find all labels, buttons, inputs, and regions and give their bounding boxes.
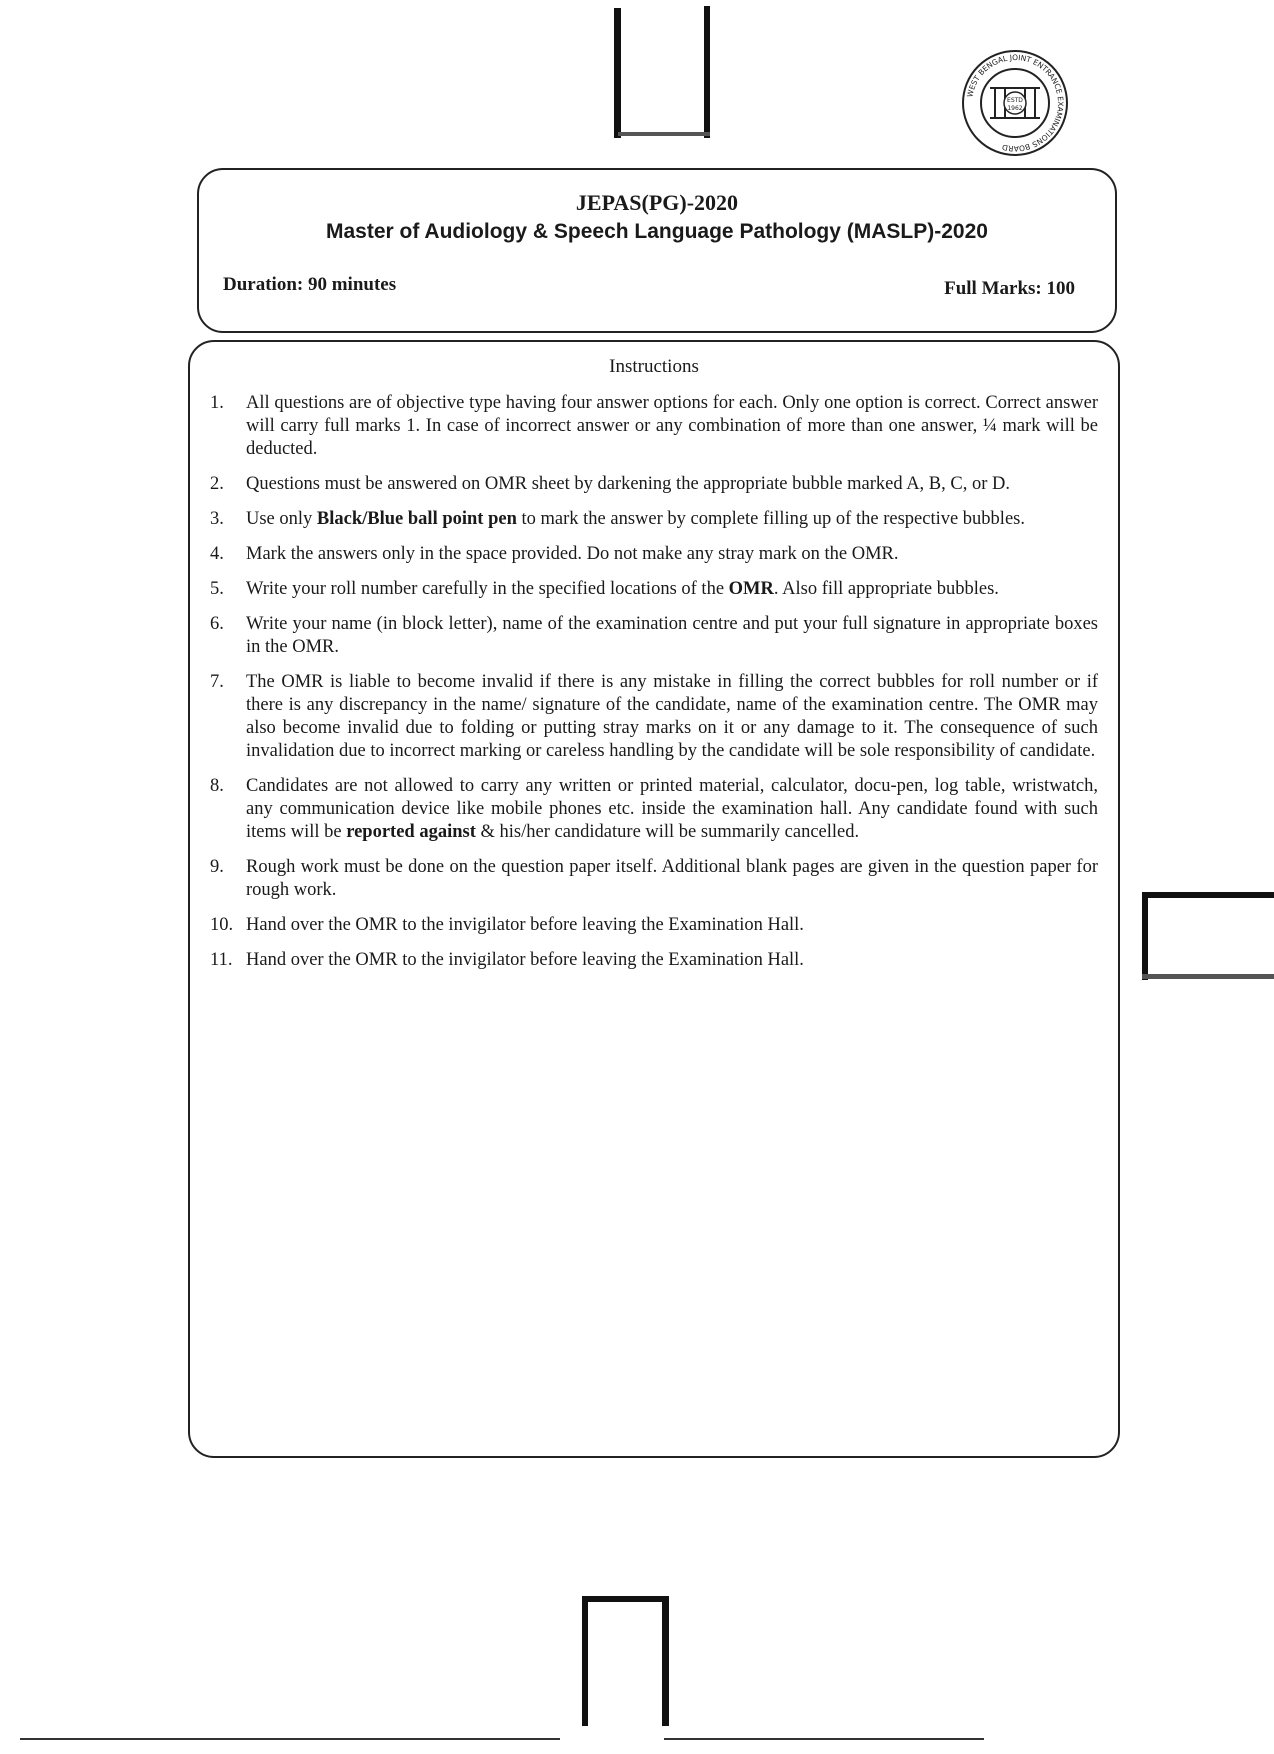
item-text: Write your name (in block letter), name of the examination centre and put your full signature in appropriate boxes in the OMR.	[246, 614, 1098, 657]
item-text: The OMR is liable to become invalid if there is any mistake in filling the correct bubbles for roll number or if there is any discrepancy in the name/ signature of the candidate, name of the examination centre. The OMR may also become invalid due to folding or putting stray marks on it or any damage to it. The consequence of such invalidation due to incorrect marking or careless handling by the candidate will be sole responsibility of candidate.	[246, 672, 1098, 761]
board-seal-icon	[960, 48, 1070, 158]
instructions-heading: Instructions	[609, 356, 699, 377]
exam-title: Master of Audiology & Speech Language Pathology (MASLP)-2020	[326, 220, 988, 243]
item-text: All questions are of objective type having four answer options for each. Only one option is correct. Correct answer will carry full marks 1. In case of incorrect answer or any combination of more than one answer, ¼ mark will be deducted.	[246, 393, 1098, 459]
list-item	[210, 671, 1098, 763]
list-item	[210, 543, 1098, 566]
item-text-pre: Candidates are not allowed to carry any written or printed material, calculator, docu-pen, log table, wristwatch, any communication device like mobile phones etc. inside the examination hall. Any candidate found with such items will be	[246, 776, 1098, 842]
instructions-list	[210, 392, 1098, 984]
item-number: 3.	[210, 509, 224, 529]
bottom-registration-mark-left	[582, 1596, 588, 1726]
item-text-post: & his/her candidature will be summarily cancelled.	[475, 822, 860, 842]
item-text: Rough work must be done on the question paper itself. Additional blank pages are given in the question paper for rough work.	[246, 857, 1098, 900]
svg-text:1962: 1962	[1007, 105, 1023, 112]
side-registration-mark-left	[1142, 892, 1148, 980]
svg-text:ESTD: ESTD	[1007, 97, 1023, 104]
item-text	[246, 775, 1098, 844]
item-text-bold: Black/Blue ball point pen	[316, 509, 517, 529]
bottom-registration-mark-top	[582, 1596, 668, 1602]
side-registration-mark-bottom	[1142, 974, 1274, 979]
item-text-pre: Use only	[246, 509, 317, 529]
item-text	[246, 508, 1098, 531]
svg-text:WEST BENGAL JOINT ENTRANCE EXA: WEST BENGAL JOINT ENTRANCE EXAMINATIONS BOARD	[965, 52, 1066, 154]
item-number: 10.	[210, 915, 234, 935]
item-number: 1.	[210, 393, 224, 413]
footer-rule-right	[664, 1738, 984, 1740]
item-number: 9.	[210, 857, 224, 877]
instructions-panel	[188, 340, 1120, 1458]
item-number: 7.	[210, 672, 224, 692]
list-item	[210, 775, 1098, 844]
list-item	[210, 508, 1098, 531]
item-text-bold: reported against	[346, 822, 476, 842]
top-registration-mark-left	[614, 8, 621, 138]
item-text: Hand over the OMR to the invigilator before leaving the Examination Hall.	[246, 915, 804, 935]
list-item	[210, 914, 1098, 937]
item-number: 6.	[210, 614, 224, 634]
item-text-post: to mark the answer by complete filling up of the respective bubbles.	[516, 509, 1025, 529]
item-text: Hand over the OMR to the invigilator before leaving the Examination Hall.	[246, 950, 804, 970]
item-number: 4.	[210, 544, 224, 564]
item-text-pre: Write your roll number carefully in the specified locations of the	[246, 579, 729, 599]
item-number: 8.	[210, 776, 224, 796]
side-registration-mark-top	[1142, 892, 1274, 898]
top-registration-mark-right	[704, 6, 710, 138]
item-text-bold: OMR	[728, 579, 774, 599]
exam-code: JEPAS(PG)-2020	[575, 190, 739, 215]
exam-duration: Duration: 90 minutes	[223, 274, 397, 295]
list-item	[210, 949, 1098, 972]
item-text	[246, 578, 1098, 601]
list-item	[210, 473, 1098, 496]
top-registration-mark-base	[618, 132, 710, 136]
list-item	[210, 392, 1098, 461]
list-item	[210, 856, 1098, 902]
item-number: 11.	[210, 950, 233, 970]
item-text-post: . Also fill appropriate bubbles.	[773, 579, 999, 599]
list-item	[210, 578, 1098, 601]
exam-header	[197, 168, 1117, 333]
bottom-registration-mark-right	[662, 1596, 669, 1726]
item-number: 5.	[210, 579, 224, 599]
item-text: Questions must be answered on OMR sheet by darkening the appropriate bubble marked A, B, C, or D.	[246, 474, 1011, 494]
item-text: Mark the answers only in the space provided. Do not make any stray mark on the OMR.	[246, 544, 899, 564]
item-number: 2.	[210, 474, 224, 494]
footer-rule-left	[20, 1738, 560, 1740]
full-marks: Full Marks: 100	[944, 278, 1075, 299]
list-item	[210, 613, 1098, 659]
